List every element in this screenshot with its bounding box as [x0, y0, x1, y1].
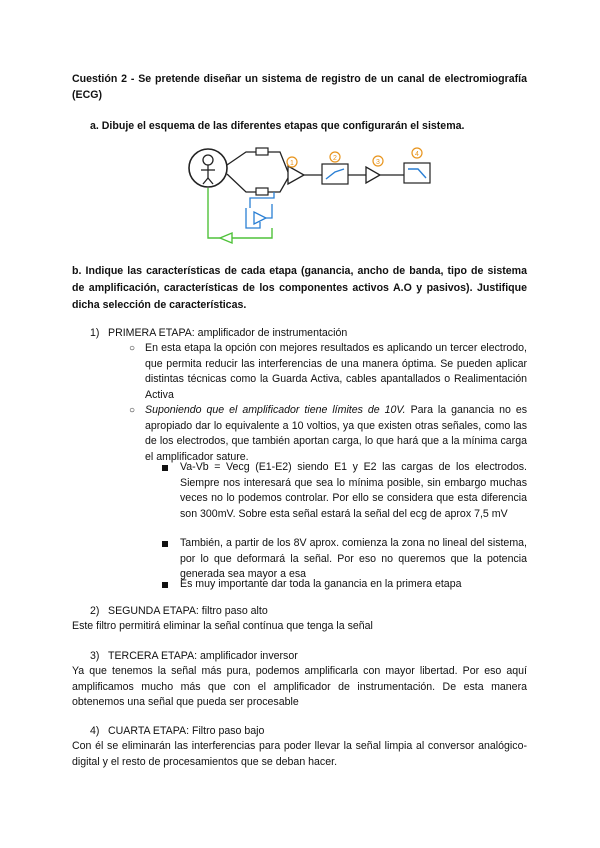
ecg-system-diagram	[180, 138, 442, 250]
stage-marker-2	[330, 152, 340, 162]
stage1-sub2: También, a partir de los 8V aprox. comienza la zona no lineal del sistema, por lo que deformará la señal. Por eso no queremos que la potencia generada sea mayor a esa	[180, 537, 527, 580]
stage4-lowpass-filter	[404, 163, 430, 183]
stage-marker-3-label: 3	[376, 159, 380, 166]
stage-marker-3	[373, 156, 383, 166]
part-a-heading: a. Dibuje el esquema de las diferentes etapas que configurarán el sistema.	[90, 120, 465, 132]
stage1-bullet1: En esta etapa la opción con mejores resultados es aplicando un tercer electrodo, que permita reducir las interferencias de una manera óptima. Se pueden aplicar distintas técnicas como la Guarda Activa, cables apantallados o Realimentación Activa	[145, 342, 527, 401]
stage1-bullet2	[145, 403, 527, 465]
stage4-title: CUARTA ETAPA: Filtro paso bajo	[108, 725, 265, 737]
stage1-sub3: Es muy importante dar toda la ganancia en la primera etapa	[180, 578, 462, 590]
bullet-circle-icon: ○	[129, 405, 136, 416]
stage-marker-4-label: 4	[415, 151, 419, 158]
stage1-title: PRIMERA ETAPA: amplificador de instrumentación	[108, 327, 348, 339]
question-title: Cuestión 2 - Se pretende diseñar un sistema de registro de un canal de electromiografía (ECG)	[72, 73, 527, 101]
stage2-number: 2)	[90, 605, 100, 617]
stage4-text: Con él se eliminarán las interferencias para poder llevar la señal limpia al conversor analógico-digital y el resto de procesamientos que se deban hacer.	[72, 740, 527, 768]
stage-marker-4	[412, 148, 422, 158]
stage2-highpass-filter	[322, 164, 348, 184]
resistor-top	[256, 148, 268, 155]
stage-marker-1	[287, 157, 297, 167]
stage3-inverting-amplifier	[366, 167, 380, 183]
stage-marker-1-label: 1	[290, 160, 294, 167]
stage1-bullet2-italic: Suponiendo que el amplificador tiene límites de 10V.	[145, 404, 406, 416]
patient-electrode-icon	[189, 149, 227, 187]
stage1-bullet2-rest: Para la ganancia no es apropiado dar lo equivalente a 10 voltios, ya que existen otras señales, como las de los electrodos, que también aportan carga, lo que hará que a la mínima carga el amplificador sature.	[145, 404, 528, 463]
resistor-bottom	[256, 188, 268, 195]
stage3-text: Ya que tenemos la señal más pura, podemos amplificarla con mayor libertad. Por eso aquí amplificamos mucho más que con el amplificador de instrumentación. De esta manera obtenemos una señal que pueda ser procesable	[72, 665, 527, 708]
square-bullet-icon	[162, 582, 168, 588]
stage3-number: 3)	[90, 650, 100, 662]
stage1-sub1: Va-Vb = Vecg (E1-E2) siendo E1 y E2 las cargas de los electrodos. Siempre nos interesará que sea lo mínima posible, sin embargo muchas veces no lo podemos controlar. Por ello se considera que esta diferencia son 300mV. Sobre esta señal estará la señal del ecg de aprox 7,5 mV	[180, 461, 527, 520]
stage1-number: 1)	[90, 327, 100, 339]
stage1-amplifier	[288, 166, 304, 184]
active-guard-feedback	[246, 192, 274, 228]
square-bullet-icon	[162, 541, 168, 547]
stage3-title: TERCERA ETAPA: amplificador inversor	[108, 650, 298, 662]
stage4-number: 4)	[90, 725, 100, 737]
square-bullet-icon	[162, 465, 168, 471]
stage-marker-2-label: 2	[333, 155, 337, 162]
part-b-heading: b. Indique las características de cada etapa (ganancia, ancho de banda, tipo de sistema de amplificación, características de los componentes activos A.O y pasivos). Justifique dicha selección de características.	[72, 265, 527, 311]
stage2-title: SEGUNDA ETAPA: filtro paso alto	[108, 605, 268, 617]
bullet-circle-icon: ○	[129, 343, 136, 354]
stage2-text: Este filtro permitirá eliminar la señal contínua que tenga la señal	[72, 620, 373, 632]
